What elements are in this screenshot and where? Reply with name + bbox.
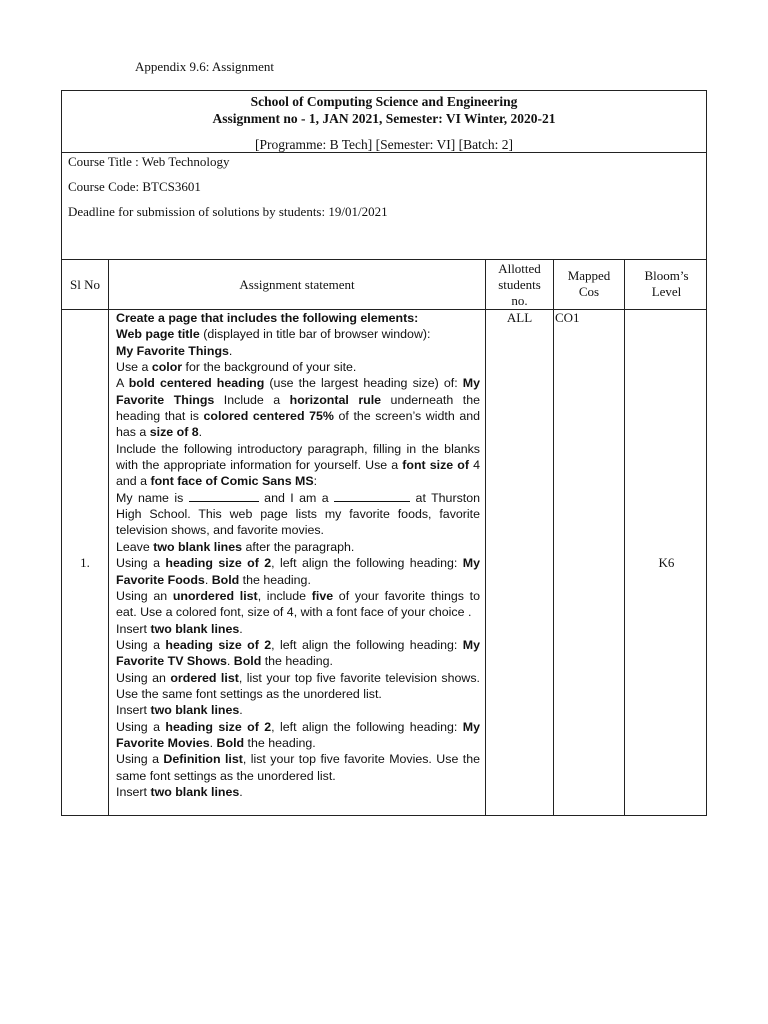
statement-line: Using a heading size of 2, left align the following heading: My Favorite TV Shows. Bold the heading.	[116, 637, 480, 669]
col-header-bloom-line: Level	[651, 284, 682, 299]
course-title: Course Title : Web Technology	[68, 154, 230, 169]
col-header-bloom	[625, 268, 708, 300]
col-header-bloom-line: Bloom’s	[644, 268, 689, 283]
statement-line: Web page title (displayed in title bar of browser window):	[116, 327, 431, 342]
statement-line: My Favorite Things.	[116, 343, 233, 358]
statement-line: Using an unordered list, include five of your favorite things to eat. Use a colored font, size of 4, with a font face of your choice .	[116, 588, 480, 620]
statement-line: Insert two blank lines.	[116, 784, 243, 799]
programme-info: [Programme: B Tech] [Semester: VI] [Batch: 2]	[255, 137, 513, 152]
statement-line: Leave two blank lines after the paragraph.	[116, 539, 355, 554]
col-header-mapped	[554, 268, 624, 300]
assignment-title: Assignment no - 1, JAN 2021, Semester: VI Winter, 2020-21	[212, 111, 556, 126]
col-header-allotted-line: no.	[511, 293, 528, 308]
row-allotted: ALL	[506, 310, 533, 325]
school-name: School of Computing Science and Engineering	[250, 94, 518, 109]
statement-line: My name is and I am a at Thurston High School. This web page lists my favorite foods, favorite television shows, and favorite movies.	[116, 490, 480, 538]
divider	[108, 259, 109, 816]
assignment-statement	[116, 310, 480, 800]
statement-line: Include the following introductory paragraph, filling in the blanks with the appropriate information for yourself. Use a font size of 4 and a font face of Comic Sans MS:	[116, 441, 480, 489]
divider	[624, 259, 625, 816]
statement-line: A bold centered heading (use the largest heading size) of: My Favorite Things Include a horizontal rule underneath the heading that is colored centered 75% of the screen’s width and has a size of 8.	[116, 376, 481, 440]
fill-blank	[334, 491, 410, 502]
statement-line: Using a heading size of 2, left align the following heading: My Favorite Movies. Bold the heading.	[116, 719, 480, 750]
row-sl-number: 1.	[80, 555, 90, 570]
statement-line: Using a Definition list, list your top five favorite Movies. Use the same font settings as the unordered list.	[116, 752, 480, 783]
statement-line: Using a heading size of 2, left align the following heading: My Favorite Foods. Bold the heading.	[116, 556, 480, 587]
statement-line: Insert two blank lines.	[116, 703, 243, 718]
col-header-mapped-line: Cos	[578, 284, 600, 299]
deadline: Deadline for submission of solutions by students: 19/01/2021	[68, 204, 388, 219]
statement-line: Use a color for the background of your site.	[116, 360, 357, 375]
statement-line: Insert two blank lines.	[116, 621, 243, 636]
col-header-statement: Assignment statement	[239, 277, 355, 292]
col-header-sl: Sl No	[70, 277, 100, 292]
col-header-allotted	[486, 261, 553, 309]
col-header-mapped-line: Mapped	[567, 268, 611, 283]
row-bloom-level: K6	[658, 555, 675, 570]
appendix-label: Appendix 9.6: Assignment	[135, 59, 275, 74]
course-code: Course Code: BTCS3601	[68, 179, 201, 194]
divider	[553, 259, 554, 816]
assignment-table	[61, 90, 707, 816]
statement-line: Using an ordered list, list your top five favorite television shows. Use the same font settings as the unordered list.	[116, 670, 480, 701]
row-mapped-co: CO1	[555, 310, 580, 325]
fill-blank	[189, 491, 259, 502]
divider	[62, 259, 706, 260]
divider	[485, 259, 486, 816]
col-header-allotted-line: students	[498, 277, 541, 292]
statement-line: Create a page that includes the following elements:	[116, 311, 419, 325]
col-header-allotted-line: Allotted	[498, 261, 541, 276]
